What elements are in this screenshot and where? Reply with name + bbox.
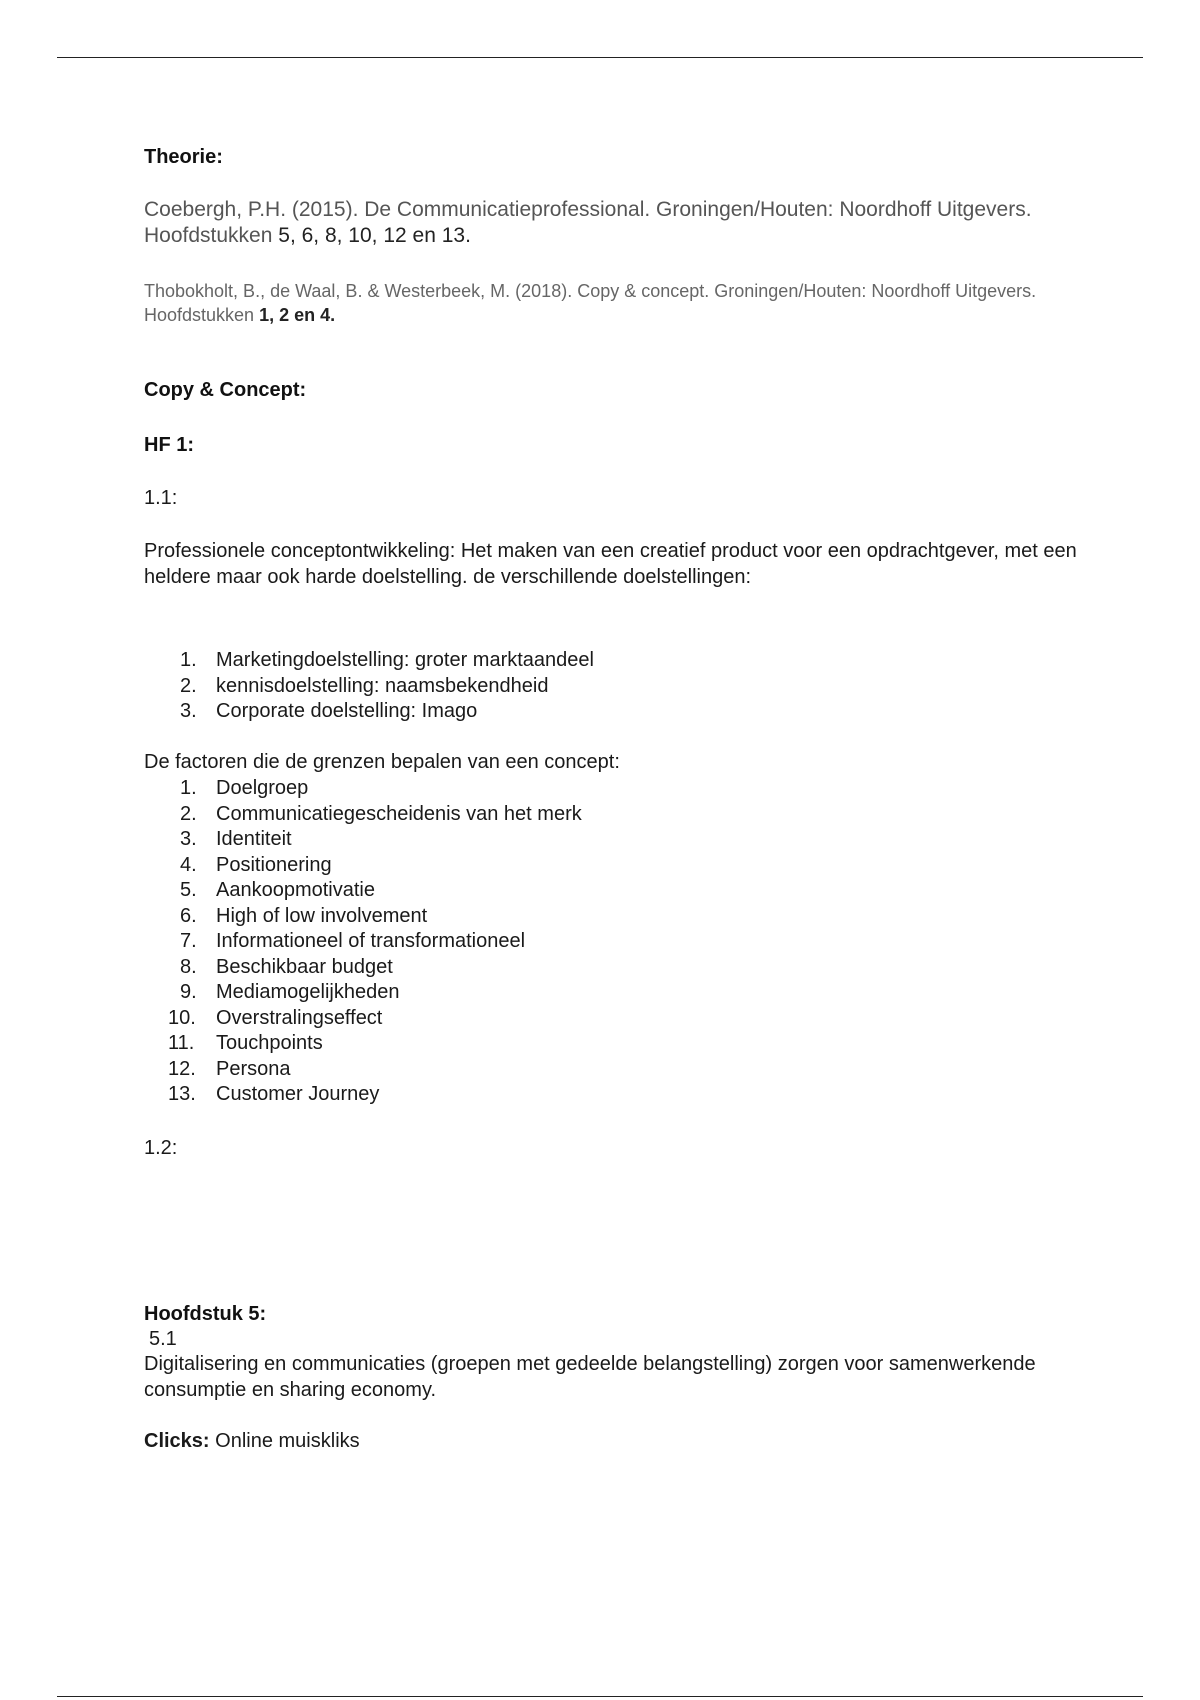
list-item: 2. Communicatiegescheidenis van het merk	[180, 802, 582, 825]
reference-thobokholt	[144, 279, 1044, 327]
goals-list	[144, 648, 594, 725]
section-1-1-label: 1.1:	[144, 487, 178, 509]
section-5-1-label: 5.1	[149, 1328, 177, 1350]
list-item: 3. Corporate doelstelling: Imago	[180, 700, 478, 722]
chapter5-paragraph: Digitalisering en communicaties (groepen met gedeelde belangstelling) zorgen voor samenwerkende consumptie en sharing economy.	[144, 1353, 1036, 1401]
hf1-heading: HF 1:	[144, 434, 194, 456]
list-item: 11. Touchpoints	[168, 1032, 323, 1054]
clicks-definition	[144, 1429, 1084, 1455]
bottom-rule	[57, 1696, 1143, 1697]
list-item: 9. Mediamogelijkheden	[180, 981, 400, 1003]
theory-heading: Theorie:	[144, 146, 223, 168]
factors-list	[144, 776, 582, 1108]
copy-concept-heading: Copy & Concept:	[144, 379, 307, 401]
definition-paragraph: Professionele conceptontwikkeling: Het maken van een creatief product voor een opdrachtgever, met een heldere maar ook harde doelstelling. de verschillende doelstellingen:	[144, 540, 1077, 588]
list-item: 5. Aankoopmotivatie	[180, 879, 375, 901]
list-item: 12. Persona	[168, 1057, 291, 1080]
list-item: 10. Overstralingseffect	[168, 1006, 383, 1029]
clicks-label: Clicks:	[144, 1430, 210, 1452]
reference-thobokholt-text: Thobokholt, B., de Waal, B. & Westerbeek, M. (2018). Copy & concept. Groningen/Houten: Noordhoff Uitgevers. Hoofdstukken	[144, 281, 1037, 325]
list-item: 3. Identiteit	[180, 828, 292, 850]
list-item: 8. Beschikbaar budget	[180, 955, 393, 978]
list-item: 6. High of low involvement	[180, 904, 428, 927]
reference-coebergh-chapters: 5, 6, 8, 10, 12 en 13.	[278, 224, 471, 247]
clicks-text: Online muiskliks	[215, 1430, 360, 1452]
chapter5-heading: Hoofdstuk 5:	[144, 1303, 267, 1325]
list-item: 1. Doelgroep	[180, 777, 309, 799]
reference-coebergh-text: Coebergh, P.H. (2015). De Communicatieprofessional. Groningen/Houten: Noordhoff Uitgevers. Hoofdstukken	[144, 198, 1032, 247]
list-item: 4. Positionering	[180, 853, 332, 876]
reference-coebergh	[144, 197, 1044, 249]
section-1-2-label: 1.2:	[144, 1137, 178, 1159]
list-item: 13. Customer Journey	[168, 1083, 380, 1105]
list-item: 7. Informationeel of transformationeel	[180, 930, 526, 952]
reference-thobokholt-chapters: 1, 2 en 4.	[259, 305, 336, 325]
list-item: 2. kennisdoelstelling: naamsbekendheid	[180, 674, 549, 697]
top-rule	[57, 57, 1143, 58]
list-item: 1. Marketingdoelstelling: groter marktaandeel	[180, 649, 594, 671]
factors-intro: De factoren die de grenzen bepalen van een concept:	[144, 751, 620, 773]
